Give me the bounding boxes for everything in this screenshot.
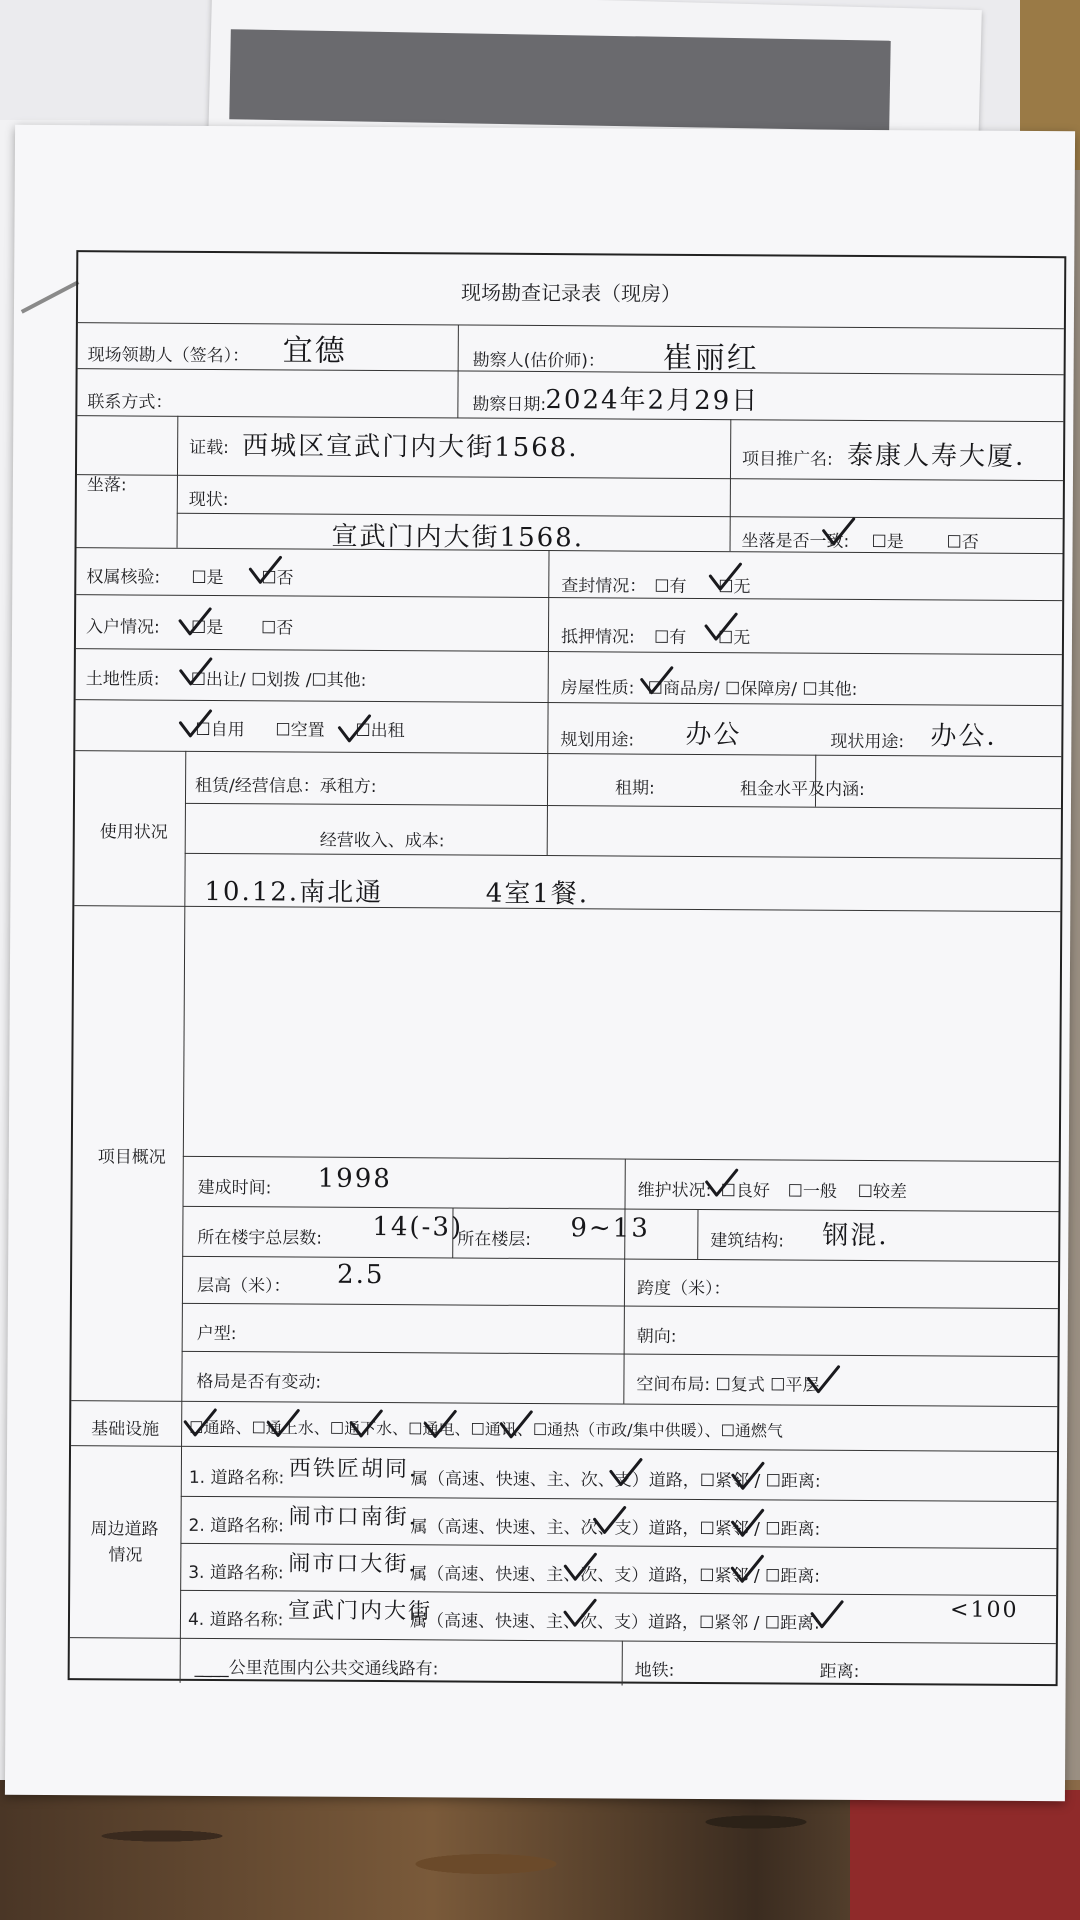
road-2-name: 闹市口南街. bbox=[288, 1504, 418, 1531]
metro-distance-label: 距离: bbox=[819, 1661, 860, 1682]
check-mark-icon bbox=[337, 714, 371, 744]
span-label: 跨度（米）： bbox=[636, 1278, 731, 1300]
orientation-label: 朝向: bbox=[636, 1326, 677, 1347]
land-label: 土地性质: bbox=[85, 669, 160, 690]
check-mark-icon bbox=[178, 607, 212, 637]
road-4-prefix: 4. 道路名称: bbox=[187, 1609, 284, 1631]
staple bbox=[21, 280, 80, 313]
overview-notes: 10.12.南北通 4室1餐. bbox=[204, 876, 590, 910]
survey-date-value: 2024年2月29日 bbox=[545, 385, 760, 417]
house-options[interactable]: ☐商品房/ ☐保障房/ ☐其他: bbox=[647, 678, 858, 700]
location-consistent-no[interactable]: ☐否 bbox=[946, 532, 979, 553]
form-title: 现场勘查记录表（现房） bbox=[461, 280, 682, 306]
usage-vacant[interactable]: ☐空置 bbox=[275, 720, 325, 741]
seizure-label: 查封情况： bbox=[561, 576, 647, 597]
background-red-object bbox=[850, 1790, 1080, 1920]
maintenance-good[interactable]: ☐良好 bbox=[720, 1181, 770, 1202]
maintenance-fair[interactable]: ☐一般 bbox=[787, 1181, 837, 1202]
road-3-suffix[interactable]: 属（高速、快速、主、次、支）道路，☐紧邻 / ☐距离: bbox=[410, 1564, 821, 1587]
mortgage-label: 抵押情况: bbox=[560, 627, 635, 648]
check-mark-icon bbox=[704, 612, 738, 642]
check-mark-icon bbox=[730, 1508, 764, 1538]
total-floors-label: 所在楼宇总层数: bbox=[197, 1227, 323, 1249]
usage-label: 使用状况 bbox=[99, 822, 168, 843]
lease-info-label: 租赁/经营信息：承租方: bbox=[195, 775, 377, 797]
check-mark-icon bbox=[810, 1600, 844, 1630]
entry-no[interactable]: ☐否 bbox=[260, 618, 294, 639]
check-mark-icon bbox=[423, 1409, 457, 1439]
check-mark-icon bbox=[563, 1552, 597, 1582]
actual-use-label: 现状用途: bbox=[830, 731, 905, 753]
background-strip bbox=[229, 29, 890, 131]
house-label: 房屋性质: bbox=[560, 678, 635, 699]
location-consistent-yes[interactable]: ☐是 bbox=[871, 532, 904, 553]
check-mark-icon bbox=[179, 657, 213, 687]
location-consistent-label: 坐落是否一致: bbox=[741, 531, 850, 552]
check-mark-icon bbox=[731, 1461, 765, 1491]
location-label: 坐落: bbox=[86, 475, 127, 496]
ownership-no[interactable]: ☐否 bbox=[261, 568, 294, 589]
maintenance-poor[interactable]: ☐较差 bbox=[857, 1181, 907, 1203]
check-mark-icon bbox=[349, 1409, 383, 1439]
check-mark-icon bbox=[178, 709, 212, 739]
layout-change-label: 格局是否有变动: bbox=[196, 1371, 322, 1393]
usage-rent[interactable]: ☐出租 bbox=[355, 720, 405, 742]
metro-label: 地铁: bbox=[634, 1660, 675, 1681]
road-1-name: 西铁匠胡同. bbox=[288, 1456, 418, 1483]
check-mark-icon bbox=[593, 1505, 627, 1535]
actual-use-value: 办公. bbox=[930, 721, 997, 752]
lease-term-label: 租期: bbox=[615, 778, 655, 799]
road-4-suffix[interactable]: 属（高速、快速、主、次、支）道路，☐紧邻 / ☐距离: bbox=[409, 1611, 820, 1634]
overview-label: 项目概况 bbox=[97, 1147, 166, 1168]
survey-form bbox=[68, 250, 1067, 1686]
unit-type-label: 户型: bbox=[196, 1323, 237, 1345]
project-name-label: 项目推广名: bbox=[742, 449, 833, 470]
road-1-suffix[interactable]: 属（高速、快速、主、次、支）道路，☐紧邻 / ☐距离: bbox=[410, 1469, 821, 1492]
built-year-value: 1998 bbox=[317, 1163, 392, 1195]
check-mark-icon bbox=[640, 666, 674, 696]
current-address-value: 宣武门内大街1568. bbox=[331, 521, 585, 554]
structure-value: 钢混. bbox=[822, 1220, 889, 1252]
floor-label: 所在楼层: bbox=[457, 1229, 532, 1250]
current-address-label: 现状: bbox=[188, 489, 229, 511]
seizure-no[interactable]: ☐无 bbox=[718, 577, 751, 598]
usage-self[interactable]: ☐自用 bbox=[195, 719, 245, 741]
contact-label: 联系方式： bbox=[87, 392, 173, 413]
check-mark-icon bbox=[248, 555, 282, 585]
appraiser-signature: 崔丽红 bbox=[662, 340, 759, 377]
entry-label: 入户情况: bbox=[85, 617, 160, 638]
rent-level-label: 租金水平及内涵: bbox=[740, 779, 865, 800]
check-mark-icon bbox=[806, 1365, 840, 1395]
mortgage-no[interactable]: ☐无 bbox=[717, 628, 751, 649]
project-name-value: 泰康人寿大厦. bbox=[847, 440, 1026, 472]
survey-sheet bbox=[5, 125, 1075, 1801]
road-2-prefix: 2. 道路名称: bbox=[188, 1515, 284, 1537]
appraiser-label: 勘察人(估价师)： bbox=[472, 350, 606, 372]
total-floors-value: 14(-3) bbox=[372, 1211, 464, 1243]
check-mark-icon bbox=[563, 1598, 597, 1628]
built-year-label: 建成时间: bbox=[197, 1177, 272, 1199]
income-cost-label: 经营收入、成本: bbox=[319, 830, 445, 852]
survey-date-label: 勘察日期: bbox=[472, 394, 547, 416]
space-layout-options[interactable]: 空间布局: ☐复式 ☐平层 bbox=[636, 1374, 820, 1396]
ownership-label: 权属核验: bbox=[86, 567, 161, 588]
check-mark-icon bbox=[183, 1408, 217, 1438]
check-mark-icon bbox=[499, 1410, 533, 1440]
structure-label: 建筑结构: bbox=[710, 1231, 785, 1252]
planned-use-value: 办公 bbox=[685, 719, 742, 751]
transit-label: ____公里范围内公共交通线路有: bbox=[194, 1657, 439, 1680]
floor-height-value: 2.5 bbox=[337, 1259, 385, 1291]
check-mark-icon bbox=[705, 1168, 739, 1198]
infrastructure-label: 基础设施 bbox=[91, 1419, 160, 1440]
ownership-yes[interactable]: ☐是 bbox=[191, 567, 224, 589]
cert-address-value: 西城区宣武门内大街1568. bbox=[242, 431, 579, 464]
lead-surveyor-label: 现场领勘人（签名）： bbox=[87, 345, 250, 367]
check-mark-icon bbox=[730, 1554, 764, 1584]
road-3-prefix: 3. 道路名称: bbox=[188, 1562, 284, 1584]
check-mark-icon bbox=[822, 517, 856, 547]
floor-value: 9~13 bbox=[570, 1213, 650, 1244]
floor-height-label: 层高（米）： bbox=[196, 1275, 291, 1297]
check-mark-icon bbox=[266, 1408, 300, 1438]
land-options[interactable]: ☐出让/ ☐划拨 /☐其他: bbox=[190, 669, 367, 691]
entry-yes[interactable]: ☐是 bbox=[190, 617, 224, 639]
road-3-name: 闹市口大街. bbox=[288, 1551, 418, 1578]
infrastructure-options[interactable]: ☐通路、☐通上水、☐通下水、☐通电、☐通讯、☐通热（市政/集中供暖）、☐通燃气 bbox=[189, 1417, 784, 1441]
road-1-prefix: 1. 道路名称: bbox=[188, 1467, 285, 1489]
maintenance-label: 维护状况: bbox=[637, 1180, 712, 1202]
road-4-name: 宣武门内大街 bbox=[287, 1598, 433, 1625]
check-mark-icon bbox=[609, 1457, 643, 1487]
seizure-yes[interactable]: ☐有 bbox=[654, 576, 687, 597]
cert-address-label: 证载: bbox=[189, 437, 229, 459]
planned-use-label: 规划用途: bbox=[560, 730, 635, 751]
check-mark-icon bbox=[708, 562, 742, 592]
road-4-distance: <100 bbox=[949, 1597, 1019, 1623]
roads-label-line2: 情况 bbox=[108, 1545, 143, 1566]
mortgage-yes[interactable]: ☐有 bbox=[653, 627, 687, 648]
roads-label-line1: 周边道路 bbox=[90, 1519, 159, 1540]
lead-surveyor-signature: 宜德 bbox=[282, 333, 347, 369]
road-2-suffix[interactable]: 属（高速、快速、主、次、支）道路，☐紧邻 / ☐距离: bbox=[410, 1517, 821, 1540]
